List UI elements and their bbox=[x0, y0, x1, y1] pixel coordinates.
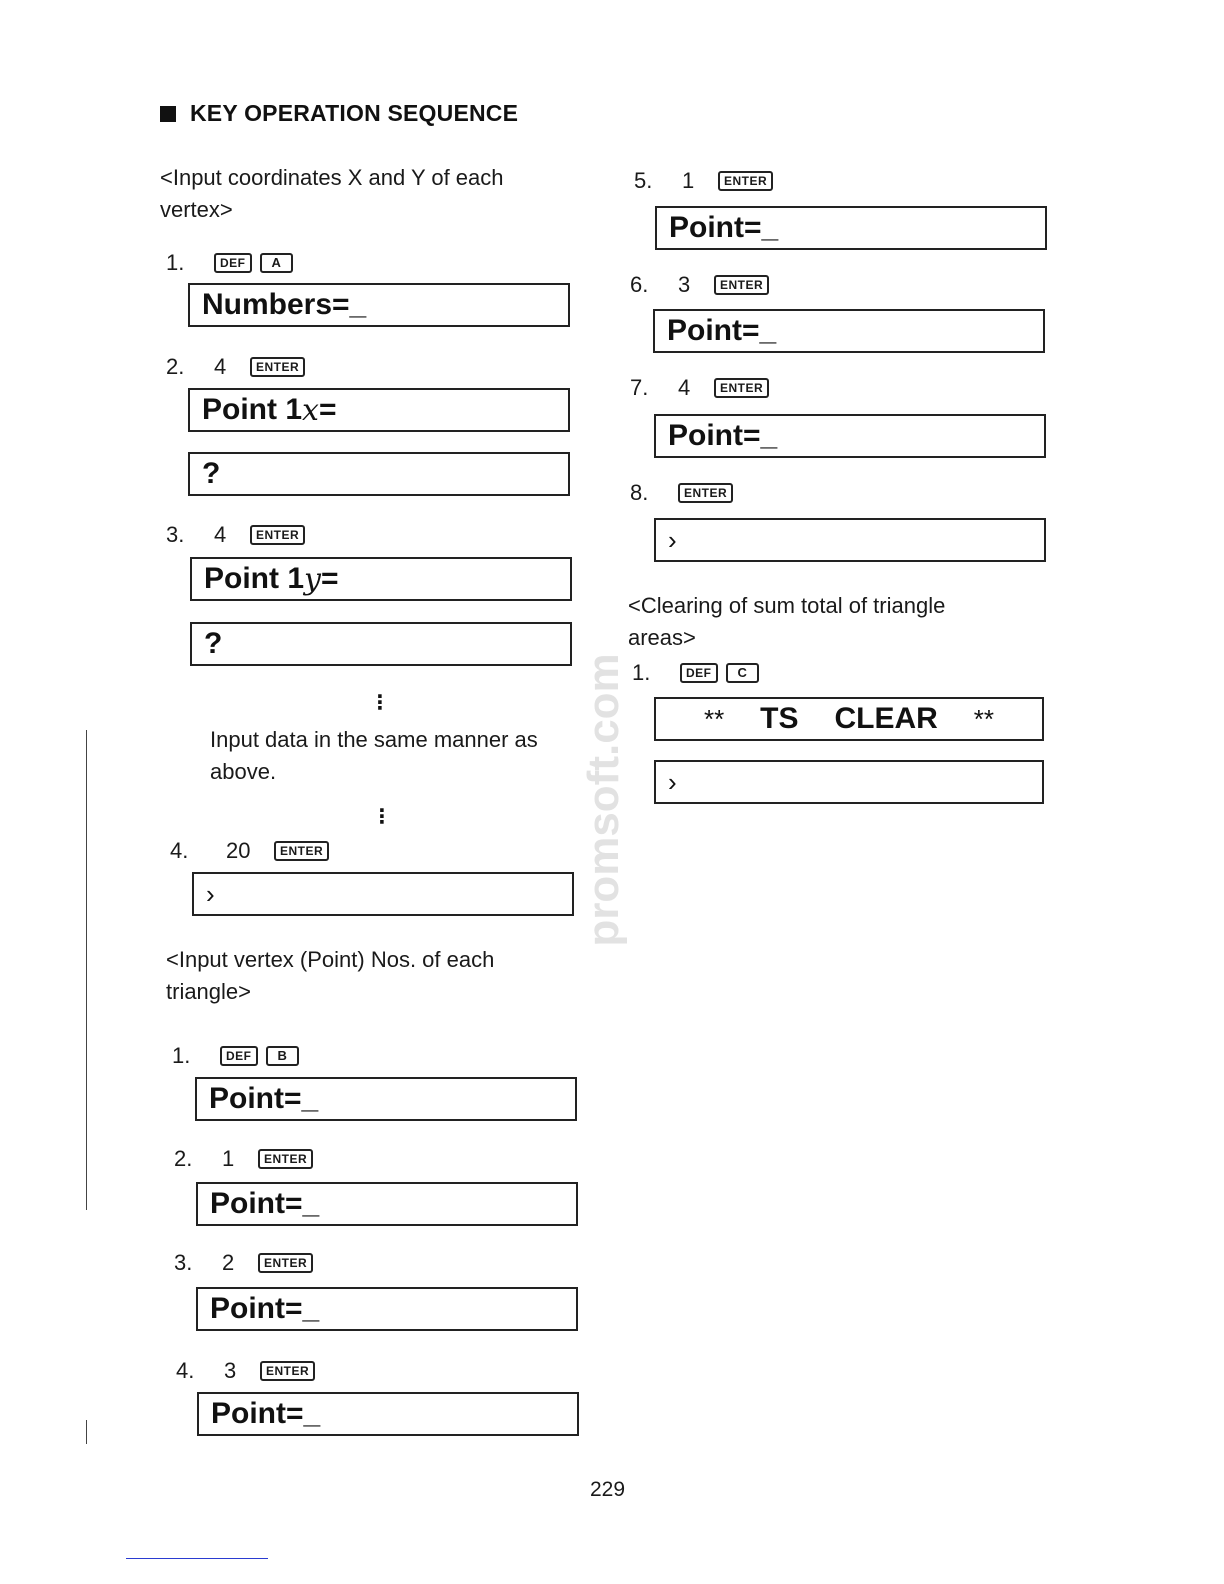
lcd-display: Point 1 x = bbox=[188, 388, 570, 432]
margin-line bbox=[86, 1420, 87, 1444]
enter-key: ENTER bbox=[718, 171, 773, 191]
s2-step7: 7. 4 ENTER bbox=[630, 375, 777, 401]
ellipsis: ⋮ bbox=[372, 806, 392, 828]
enter-key: ENTER bbox=[258, 1253, 313, 1273]
enter-key: ENTER bbox=[250, 357, 305, 377]
lcd-display: › bbox=[654, 518, 1046, 562]
lcd-display: Point=_ bbox=[655, 206, 1047, 250]
margin-line bbox=[86, 730, 87, 1210]
page-heading bbox=[160, 100, 518, 127]
def-key: DEF bbox=[214, 253, 252, 273]
lcd-display: › bbox=[192, 872, 574, 916]
lcd-display: Point 1 y = bbox=[190, 557, 572, 601]
enter-key: ENTER bbox=[678, 483, 733, 503]
page-number: 229 bbox=[590, 1478, 626, 1501]
lcd-display: Numbers=_ bbox=[188, 283, 570, 327]
lcd-display: ** TS CLEAR ** bbox=[654, 697, 1044, 741]
s3-step1: 1. DEF C bbox=[632, 660, 767, 686]
lcd-display: Point=_ bbox=[653, 309, 1045, 353]
s1-step3: 3. 4 ENTER bbox=[166, 522, 313, 548]
s2-step5: 5. 1 ENTER bbox=[634, 168, 781, 194]
bottom-rule bbox=[126, 1558, 268, 1559]
s1-step2: 2. 4 ENTER bbox=[166, 354, 313, 380]
def-key: DEF bbox=[680, 663, 718, 683]
enter-key: ENTER bbox=[250, 525, 305, 545]
lcd-display: ? bbox=[190, 622, 572, 666]
s2-step6: 6. 3 ENTER bbox=[630, 272, 777, 298]
a-key: A bbox=[260, 253, 294, 273]
lcd-display: ? bbox=[188, 452, 570, 496]
def-key: DEF bbox=[220, 1046, 258, 1066]
s2-step8: 8. ENTER bbox=[630, 480, 741, 506]
s2-step1: 1. DEF B bbox=[172, 1043, 307, 1069]
lcd-display: › bbox=[654, 760, 1044, 804]
s2-step3: 3. 2 ENTER bbox=[174, 1250, 321, 1276]
lcd-display: Point=_ bbox=[197, 1392, 579, 1436]
note-text: Input data in the same manner as above. bbox=[210, 727, 538, 784]
s1-step1: 1. DEF A bbox=[166, 250, 301, 276]
heading-text: KEY OPERATION SEQUENCE bbox=[190, 100, 519, 126]
lcd-display: Point=_ bbox=[654, 414, 1046, 458]
s2-step2: 2. 1 ENTER bbox=[174, 1146, 321, 1172]
enter-key: ENTER bbox=[714, 378, 769, 398]
b-key: B bbox=[266, 1046, 300, 1066]
watermark: promsoft.com bbox=[579, 653, 628, 947]
section1-title: <Input coordinates X and Y of each vertex> bbox=[160, 165, 504, 222]
lcd-display: Point=_ bbox=[196, 1287, 578, 1331]
enter-key: ENTER bbox=[714, 275, 769, 295]
ellipsis: ⋮ bbox=[370, 692, 390, 714]
enter-key: ENTER bbox=[258, 1149, 313, 1169]
section2-title: <Input vertex (Point) Nos. of each triangle> bbox=[166, 947, 495, 1004]
enter-key: ENTER bbox=[260, 1361, 315, 1381]
s1-step4: 4. 20 ENTER bbox=[170, 838, 337, 864]
lcd-display: Point=_ bbox=[195, 1077, 577, 1121]
square-bullet-icon bbox=[160, 106, 176, 122]
lcd-display: Point=_ bbox=[196, 1182, 578, 1226]
enter-key: ENTER bbox=[274, 841, 329, 861]
s2-step4: 4. 3 ENTER bbox=[176, 1358, 323, 1384]
section3-title: <Clearing of sum total of triangle areas> bbox=[628, 593, 946, 650]
c-key: C bbox=[726, 663, 760, 683]
